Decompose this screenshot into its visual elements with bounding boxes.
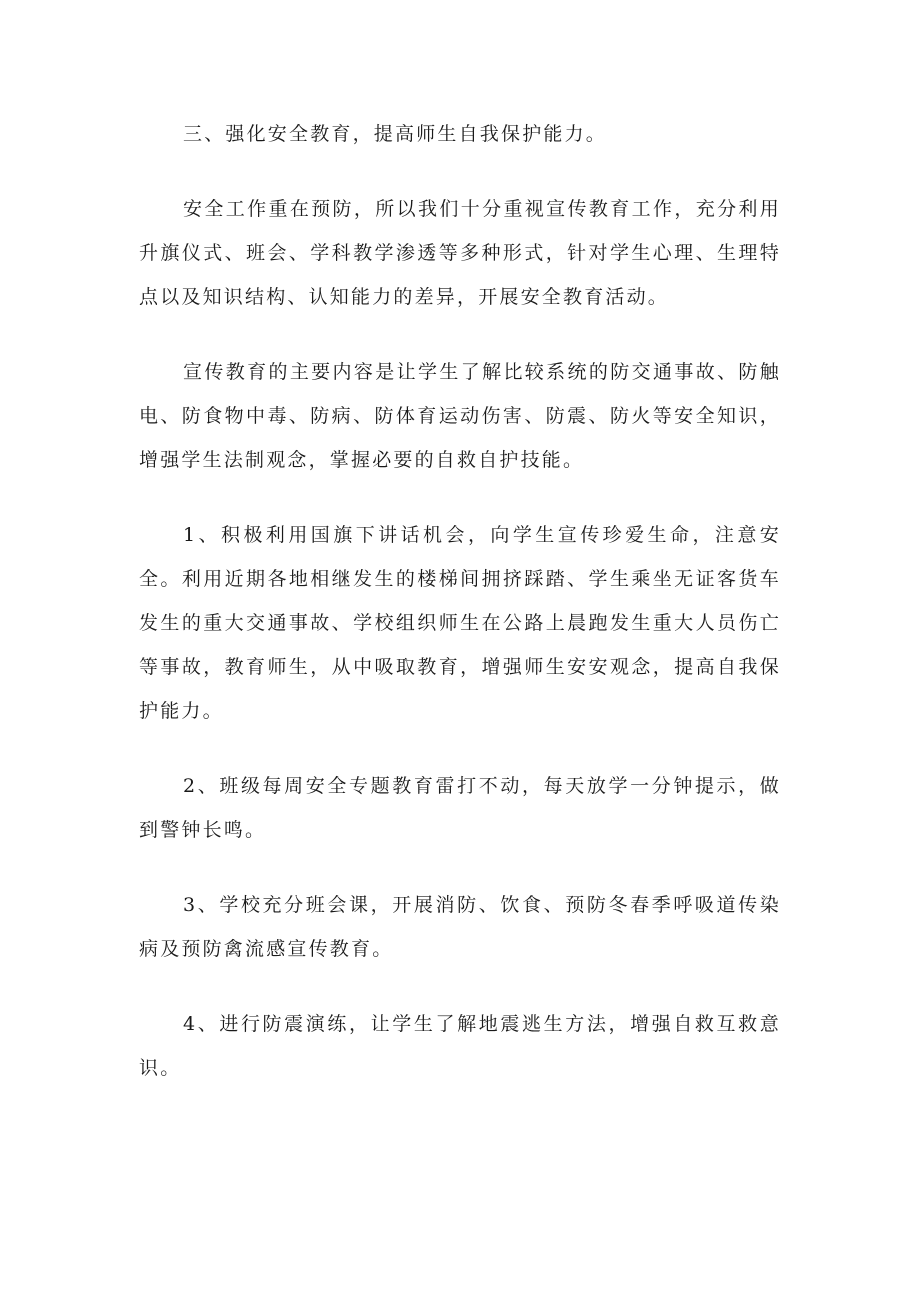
paragraph-item-1: 1、积极利用国旗下讲话机会，向学生宣传珍爱生命，注意安全。利用近期各地相继发生的楼梯间拥挤踩踏、学生乘坐无证客货车发生的重大交通事故、学校组织师生在公路上晨跑发生重大人员伤亡等事故，教育师生，从中吸取教育，增强师生安安观念，提高自我保护能力。 [139, 524, 781, 722]
section-heading: 三、强化安全教育，提高师生自我保护能力。 [183, 123, 608, 145]
paragraph-item-3: 3、学校充分班会课，开展消防、饮食、预防冬春季呼吸道传染病及预防禽流感宣传教育。 [139, 894, 781, 960]
paragraph-education-content: 宣传教育的主要内容是让学生了解比较系统的防交通事故、防触电、防食物中毒、防病、防体育运动伤害、防震、防火等安全知识，增强学生法制观念，掌握必要的自救自护技能。 [139, 361, 781, 471]
paragraph-item-4: 4、进行防震演练，让学生了解地震逃生方法，增强自救互救意识。 [139, 1013, 781, 1079]
paragraph-prevention: 安全工作重在预防，所以我们十分重视宣传教育工作，充分利用升旗仪式、班会、学科教学渗透等多种形式，针对学生心理、生理特点以及知识结构、认知能力的差异，开展安全教育活动。 [139, 198, 781, 308]
paragraph-item-2: 2、班级每周安全专题教育雷打不动，每天放学一分钟提示，做到警钟长鸣。 [139, 775, 781, 841]
document-body [139, 112, 781, 1090]
